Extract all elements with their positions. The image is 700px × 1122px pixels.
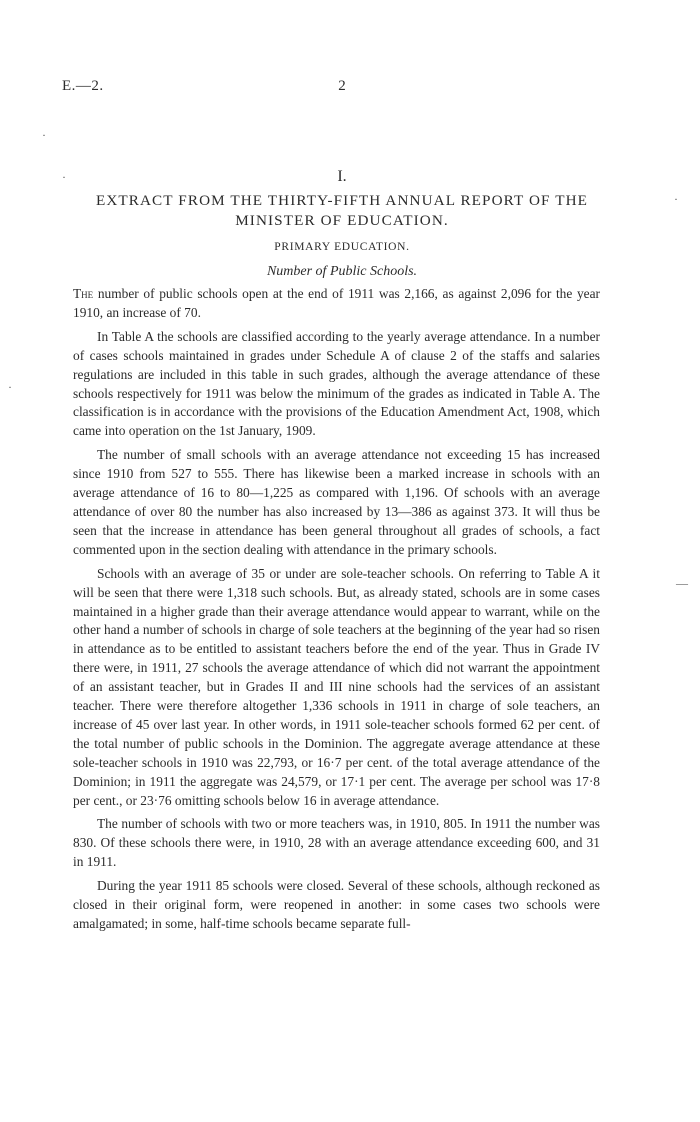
- paragraph: [73, 285, 600, 323]
- scan-speck: ·: [8, 380, 12, 394]
- body-text: [73, 285, 600, 934]
- paragraph-lead-word: The: [73, 286, 94, 301]
- paragraph: The number of small schools with an average attendance not exceeding 15 has increased since 1910 from 527 to 555. There has likewise been a marked increase in schools with an average attendance of 16 to 80—1,225 as compared with 1,196. Of schools with an average attendance of over 80 the number has also increased by 13—386 as against 373. It will thus be seen that the increase in attendance has been general throughout all grades of schools, a fact commented upon in the section dealing with attendance in the primary schools.: [73, 447, 600, 557]
- document-title: EXTRACT FROM THE THIRTY-FIFTH ANNUAL REPORT OF THE MINISTER OF EDUCATION.: [95, 192, 589, 229]
- paragraph: Schools with an average of 35 or under are sole-teacher schools. On referring to Table A it will be seen that there were 1,318 such schools. But, as already stated, schools are in some cases maintained in a higher grade than their average attendance would appear to warrant, while on the other hand a number of schools in charge of sole teachers at the beginning of the year had so risen in attendance as to be entitled to assistant teachers before the end of the year. Thus in Grade IV there were, in 1911, 27 schools the average attendance of which did not warrant the appointment of an assistant teacher, but in Grades II and III nine schools had the services of an assistant teacher. There were therefore altogether 1,336 schools in 1911 in charge of sole teachers, an increase of 45 over last year. In other words, in 1911 sole-teacher schools formed 62 per cent. of the total number of public schools in the Dominion. The aggregate average attendance at these sole-teacher schools in 1910 was 22,793, or 16·7 per cent. of the total average attendance of the Dominion; in 1911 the aggregate was 24,579, or 17·1 per cent. The average per school was 17·8 per cent., or 23·76 omitting schools below 16 in average attendance.: [73, 565, 600, 808]
- scan-speck: ·: [674, 192, 678, 206]
- section-numeral: I.: [337, 168, 347, 185]
- paragraph-text: number of public schools open at the end of 1911 was 2,166, as against 2,096 for the year 1910, an increase of 70.: [73, 286, 600, 320]
- subsection-heading: Number of Public Schools.: [266, 264, 418, 279]
- page-number: 2: [338, 78, 346, 94]
- scan-speck: ·: [62, 170, 66, 184]
- section-heading: PRIMARY EDUCATION.: [274, 241, 410, 253]
- paragraph: In Table A the schools are classified according to the yearly average attendance. In a number of cases schools maintained in grades under Schedule A of clause 2 of the staffs and salaries regulations are included in this table in such grades, although the average attendance of these schools respectively for 1911 was below the minimum of the grades as indicated in Table A. The classification is in accordance with the provisions of the Education Amendment Act, 1908, which came into operation on the 1st January, 1909.: [73, 328, 600, 439]
- paragraph: The number of schools with two or more teachers was, in 1910, 805. In 1911 the number was 830. Of these schools there were, in 1910, 28 with an average attendance exceeding 600, and 31 in 1911.: [73, 816, 600, 870]
- document-code: E.—2.: [62, 78, 104, 94]
- scan-speck: ·: [42, 128, 46, 142]
- paragraph: During the year 1911 85 schools were closed. Several of these schools, although reckoned as closed in their original form, were reopened in another: in some cases two schools were amalgamated; in some, half-time schools became separate full-: [73, 878, 600, 931]
- scan-speck: —: [676, 576, 688, 590]
